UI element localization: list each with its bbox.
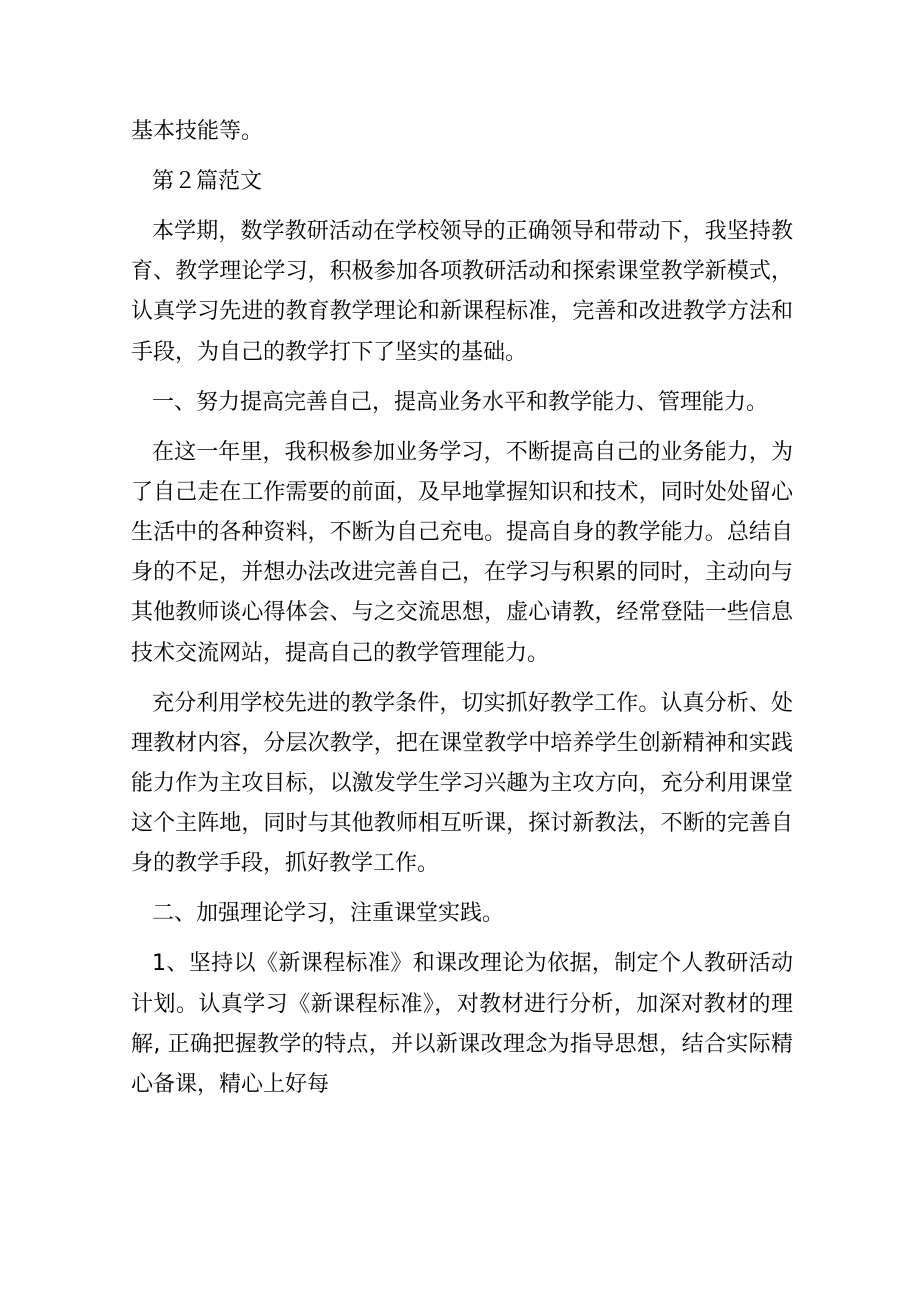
section-title: 第２篇范文 xyxy=(152,169,263,194)
paragraph-continuation: 基本技能等。 xyxy=(131,119,264,144)
heading-one: 一、努力提高完善自己，提高业务水平和教学能力、管理能力。 xyxy=(152,389,769,415)
document-body xyxy=(131,112,793,1115)
paragraph-standards: 1、坚持以《新课程标准》和课改理论为依据，制定个人教研活动计划。认真学习《新课程标准》，对教材进行分析，加深对教材的理解, 正确把握教学的特点，并以新课改理念为指导思想，结合实际精心备课，精心上好每 xyxy=(131,951,793,1098)
paragraph-intro: 本学期，数学教研活动在学校领导的正确领导和带动下，我坚持教育、教学理论学习，积极参加各项教研活动和探索课堂教学新模式，认真学习先进的教育教学理论和新课程标准，完善和改进教学方法和手段，为自己的教学打下了坚实的基础。 xyxy=(131,219,793,365)
heading-two: 二、加强理论学习，注重课堂实践。 xyxy=(152,901,505,927)
paragraph-study: 在这一年里，我积极参加业务学习，不断提高自己的业务能力，为了自己走在工作需要的前面，及早地掌握知识和技术，同时处处留心生活中的各种资料，不断为自己充电。提高自身的教学能力。总结自身的不足，并想办法改进完善自己，在学习与积累的同时，主动向与其他教师谈心得体会、与之交流思想，虚心请教，经常登陆一些信息技术交流网站，提高自己的教学管理能力。 xyxy=(131,439,793,666)
paragraph-teaching: 充分利用学校先进的教学条件，切实抓好教学工作。认真分析、处理教材内容，分层次教学，把在课堂教学中培养学生创新精神和实践能力作为主攻目标，以激发学生学习兴趣为主攻方向，充分利用课堂这个主阵地，同时与其他教师相互听课，探讨新教法，不断的完善自身的教学手段，抓好教学工作。 xyxy=(131,690,793,877)
